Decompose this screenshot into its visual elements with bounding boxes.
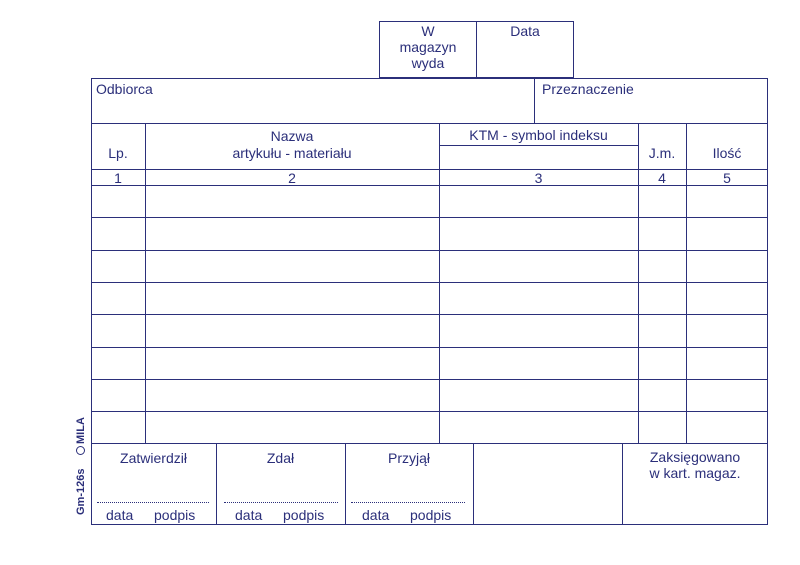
row-line xyxy=(91,217,768,218)
col-number-4: 4 xyxy=(658,170,666,186)
data-label: Data xyxy=(510,23,540,39)
col-header-lp: Lp. xyxy=(108,145,128,161)
footer-zdal: Zdał xyxy=(266,450,295,466)
col-header-nazwa-2: artykułu - materiału xyxy=(232,145,352,161)
line-ktm-sub xyxy=(439,145,638,146)
data-label-zdal: data xyxy=(235,507,263,523)
line-table-bottom xyxy=(91,443,768,444)
w-magazyn-line-1: W xyxy=(421,23,435,39)
col-number-1: 1 xyxy=(114,170,122,186)
row-line xyxy=(91,314,768,315)
podpis-label-przyjal: podpis xyxy=(410,507,452,523)
line-col-head-bottom xyxy=(91,169,768,170)
w-magazyn-line-3: wyda xyxy=(411,55,445,71)
col-number-3: 3 xyxy=(534,170,543,186)
row-line xyxy=(91,347,768,348)
row-line xyxy=(91,379,768,380)
data-label-zatwierdzil: data xyxy=(106,507,134,523)
footer-divider-3 xyxy=(473,443,474,525)
podpis-label-zatwierdzil: podpis xyxy=(154,507,196,523)
signature-line-przyjal xyxy=(351,502,465,503)
row-line xyxy=(91,282,768,283)
brand-logo-icon xyxy=(76,446,85,455)
signature-line-zatwierdzil xyxy=(97,502,209,503)
row-line xyxy=(91,250,768,251)
w-magazyn-line-2: magazyn xyxy=(399,39,457,55)
row-line xyxy=(91,411,768,412)
footer-zatwierdzil: Zatwierdził xyxy=(120,450,187,466)
przeznaczenie-label: Przeznaczenie xyxy=(542,81,634,97)
line-header-bottom xyxy=(91,123,768,124)
col-header-jm: J.m. xyxy=(648,145,676,161)
col-header-ilosc: Ilość xyxy=(712,145,742,161)
col-number-2: 2 xyxy=(288,170,296,186)
col-header-nazwa-1: Nazwa xyxy=(270,128,314,144)
brand-side-text xyxy=(75,417,87,455)
signature-line-zdal xyxy=(224,502,338,503)
col-number-5: 5 xyxy=(723,170,731,186)
brand-label: MILA xyxy=(75,417,87,444)
divider-odbiorca xyxy=(534,78,535,124)
data-label-przyjal: data xyxy=(362,507,390,523)
odbiorca-label: Odbiorca xyxy=(96,81,153,97)
footer-zaksiegowano-1: Zaksięgowano xyxy=(649,449,741,465)
col-header-ktm: KTM - symbol indeksu xyxy=(469,127,608,143)
podpis-label-zdal: podpis xyxy=(283,507,325,523)
footer-zaksiegowano-2: w kart. magaz. xyxy=(649,465,741,481)
footer-przyjal: Przyjął xyxy=(387,450,430,466)
form-code-side-text: Gm-126s xyxy=(75,468,87,515)
